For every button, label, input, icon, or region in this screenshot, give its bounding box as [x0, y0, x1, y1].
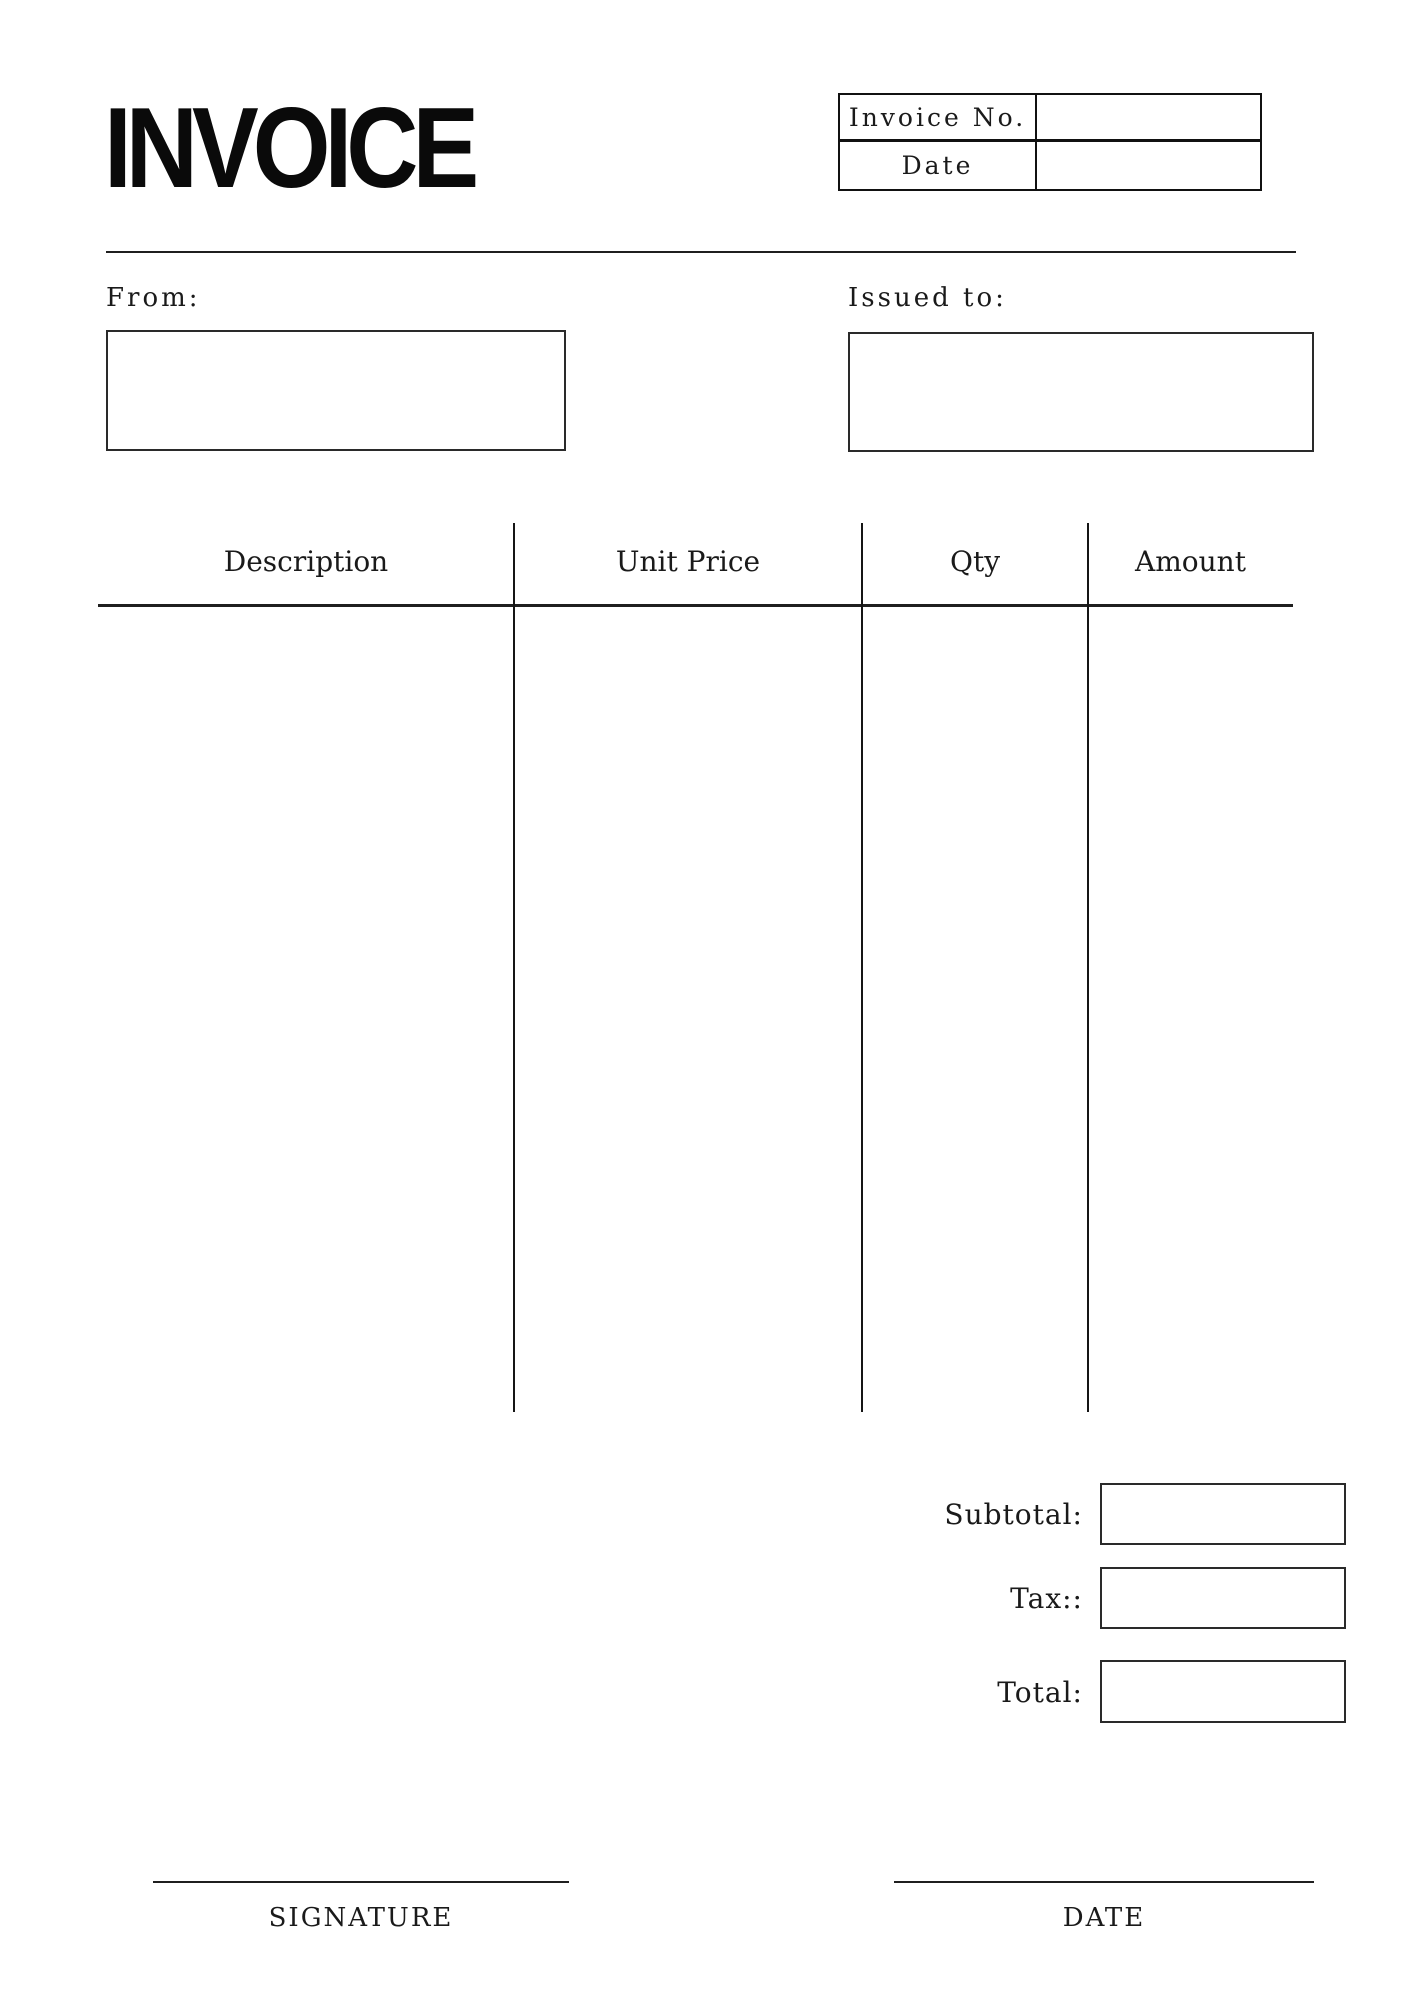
- issued-to-label: Issued to:: [848, 283, 1007, 313]
- column-header-description: Description: [223, 544, 389, 578]
- date-label: Date: [840, 142, 1037, 189]
- column-divider-1: [513, 523, 515, 1412]
- signature-line: [153, 1881, 569, 1883]
- column-divider-3: [1087, 523, 1089, 1412]
- total-label: Total:: [997, 1676, 1083, 1709]
- date-line: [894, 1881, 1314, 1883]
- page-title: INVOICE: [104, 84, 474, 213]
- items-body-amount[interactable]: [1091, 608, 1293, 1410]
- from-input-box[interactable]: [106, 330, 566, 451]
- header-separator-rule: [106, 251, 1296, 253]
- date-value-field[interactable]: [1037, 142, 1260, 189]
- column-header-unit-price: Unit Price: [615, 544, 761, 578]
- total-input-box[interactable]: [1100, 1660, 1346, 1723]
- date-label-footer: DATE: [1062, 1903, 1146, 1933]
- invoice-no-label: Invoice No.: [840, 95, 1037, 142]
- items-table-header-row: [98, 540, 1293, 582]
- invoice-no-value-field[interactable]: [1037, 95, 1260, 142]
- items-body-unit-price[interactable]: [517, 608, 859, 1410]
- items-body-description[interactable]: [98, 608, 511, 1410]
- tax-input-box[interactable]: [1100, 1567, 1346, 1629]
- items-header-underline: [98, 604, 1293, 607]
- from-label: From:: [106, 283, 201, 313]
- column-header-qty: Qty: [949, 544, 1001, 578]
- invoice-meta-table: [838, 93, 1262, 191]
- signature-label: SIGNATURE: [268, 1903, 454, 1933]
- items-body-qty[interactable]: [865, 608, 1085, 1410]
- column-divider-2: [861, 523, 863, 1412]
- subtotal-label: Subtotal:: [944, 1498, 1083, 1531]
- tax-label: Tax::: [1010, 1582, 1083, 1615]
- column-header-amount: Amount: [1135, 544, 1246, 578]
- subtotal-input-box[interactable]: [1100, 1483, 1346, 1545]
- issued-to-input-box[interactable]: [848, 332, 1314, 452]
